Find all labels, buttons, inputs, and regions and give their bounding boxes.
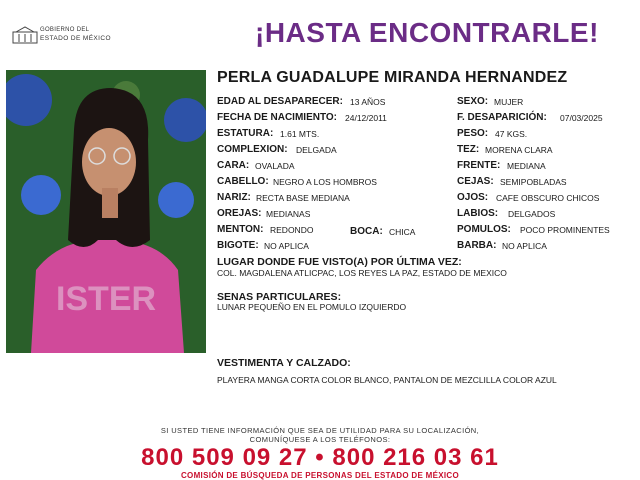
contact-info-line1: SI USTED TIENE INFORMACIÓN QUE SEA DE UTILIDAD PARA SU LOCALIZACIÓN, — [160, 426, 480, 435]
build-value: DELGADA — [296, 145, 337, 155]
face-label: CARA: — [217, 160, 250, 171]
last-seen-value: COL. MAGDALENA ATLICPAC, LOS REYES LA PAZ, ESTADO DE MEXICO — [217, 268, 507, 278]
beard-value: NO APLICA — [502, 241, 547, 251]
eyes-label: OJOS: — [457, 192, 489, 203]
ears-value: MEDIANAS — [266, 209, 311, 219]
sex-label: SEXO: — [457, 96, 489, 107]
disappearance-date-label: F. DESAPARICIÓN: — [457, 112, 547, 123]
cheekbones-label: POMULOS: — [457, 224, 511, 235]
birthdate-value: 24/12/2011 — [345, 113, 387, 123]
missing-person-photo — [6, 70, 206, 353]
nose-label: NARIZ: — [217, 192, 251, 203]
hair-label: CABELLO: — [217, 176, 269, 187]
mustache-value: NO APLICA — [264, 241, 309, 251]
mustache-label: BIGOTE: — [217, 240, 259, 251]
sex-value: MUJER — [494, 97, 524, 107]
government-name-line2: ESTADO DE MÉXICO — [40, 35, 111, 42]
lips-value: DELGADOS — [508, 209, 556, 219]
eyes-value: CAFE OBSCURO CHICOS — [496, 193, 600, 203]
weight-label: PESO: — [457, 128, 489, 139]
phone-number-1[interactable]: 800 509 09 27 — [141, 444, 308, 471]
chin-label: MENTON: — [217, 224, 264, 235]
ears-label: OREJAS: — [217, 208, 262, 219]
last-seen-label: LUGAR DONDE FUE VISTO(A) POR ÚLTIMA VEZ: — [217, 256, 462, 268]
mouth-label: BOCA: — [350, 226, 383, 237]
person-name: PERLA GUADALUPE MIRANDA HERNANDEZ — [217, 69, 568, 86]
chin-value: REDONDO — [270, 225, 314, 235]
government-name-line1: GOBIERNO DEL — [40, 27, 90, 33]
mouth-value: CHICA — [389, 227, 416, 237]
phone-number-2[interactable]: 800 216 03 61 — [332, 444, 499, 471]
beard-label: BARBA: — [457, 240, 497, 251]
contact-info-line2: COMUNÍQUESE A LOS TELÉFONOS: — [249, 435, 391, 444]
nose-value: RECTA BASE MEDIANA — [256, 193, 350, 203]
commission-name: COMISIÓN DE BÚSQUEDA DE PERSONAS DEL ESTADO DE MÉXICO — [180, 471, 459, 480]
hair-value: NEGRO A LOS HOMBROS — [273, 177, 377, 187]
face-value: OVALADA — [255, 161, 295, 171]
height-label: ESTATURA: — [217, 128, 274, 139]
distinctive-marks-label: SENAS PARTICULARES: — [217, 291, 342, 303]
distinctive-marks-value: LUNAR PEQUEÑO EN EL POMULO IZQUIERDO — [217, 302, 407, 312]
complexion-tone-label: TEZ: — [457, 144, 480, 155]
clothing-value: PLAYERA MANGA CORTA COLOR BLANCO, PANTALON DE MEZCLILLA COLOR AZUL — [217, 375, 557, 385]
weight-value: 47 KGS. — [495, 129, 528, 139]
height-value: 1.61 MTS. — [280, 129, 320, 139]
age-value: 13 AÑOS — [350, 97, 386, 107]
eyebrows-label: CEJAS: — [457, 176, 494, 187]
forehead-value: MEDIANA — [507, 161, 546, 171]
complexion-tone-value: MORENA CLARA — [485, 145, 553, 155]
age-label: EDAD AL DESAPARECER: — [217, 96, 343, 107]
government-seal-icon — [12, 26, 38, 44]
svg-text:ISTER: ISTER — [55, 280, 157, 318]
cheekbones-value: POCO PROMINENTES — [520, 225, 610, 235]
build-label: COMPLEXION: — [217, 144, 288, 155]
birthdate-label: FECHA DE NACIMIENTO: — [217, 112, 337, 123]
forehead-label: FRENTE: — [457, 160, 501, 171]
lips-label: LABIOS: — [457, 208, 499, 219]
clothing-label: VESTIMENTA Y CALZADO: — [217, 357, 351, 369]
eyebrows-value: SEMIPOBLADAS — [500, 177, 567, 187]
headline: ¡HASTA ENCONTRARLE! — [255, 17, 599, 48]
disappearance-date-value: 07/03/2025 — [560, 113, 603, 123]
phone-separator: • — [315, 444, 325, 471]
phone-numbers — [0, 444, 640, 472]
